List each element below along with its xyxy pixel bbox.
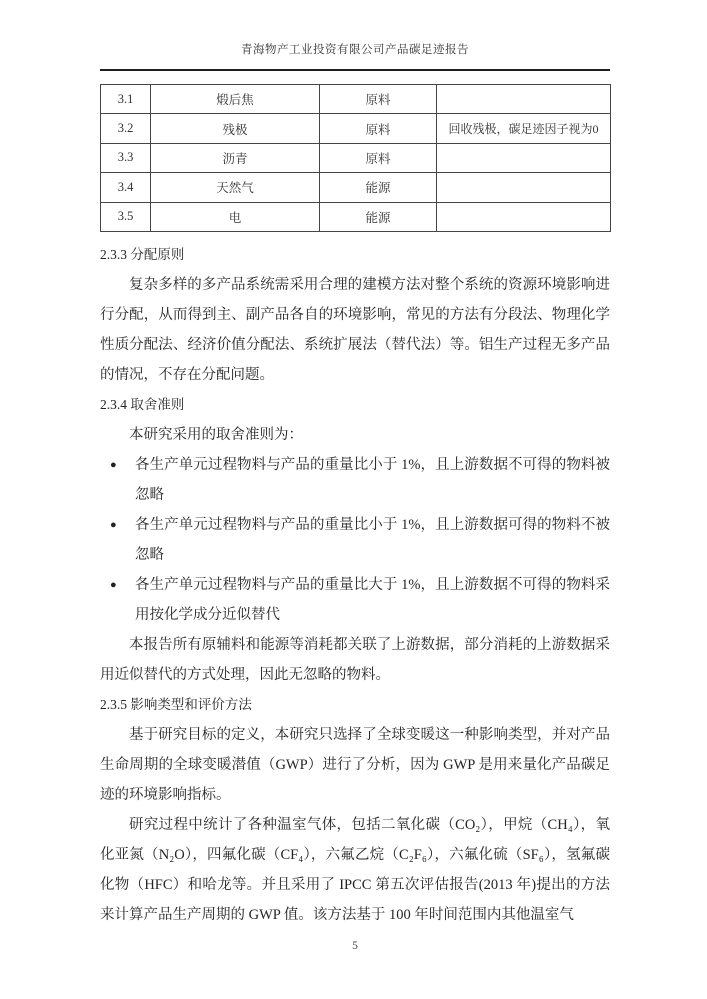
cutoff-bullet-list <box>100 450 610 630</box>
cell-note <box>437 173 611 202</box>
cutoff-intro: 本研究采用的取舍准则为： <box>129 426 303 443</box>
cell-index: 3.2 <box>101 114 151 143</box>
bullet-text: 各生产单元过程物料与产品的重量比小于 1%，且上游数据可得的物料不被忽略 <box>135 516 610 563</box>
cutoff-closing-paragraph: 本报告所有原辅料和能源等消耗都关联了上游数据，部分消耗的上游数据采用近似替代的方式处理，因此无忽略的物料。 <box>100 636 610 683</box>
cell-material: 煅后焦 <box>151 85 320 114</box>
table-row <box>101 114 611 143</box>
cell-index: 3.3 <box>101 143 151 172</box>
cell-note <box>437 202 611 231</box>
table-row <box>101 85 611 114</box>
cell-category: 能源 <box>320 173 437 202</box>
cell-category: 原料 <box>320 143 437 172</box>
section-heading-impact: 2.3.5 影响类型和评价方法 <box>100 696 252 712</box>
cell-index: 3.4 <box>101 173 151 202</box>
materials-table <box>100 84 611 232</box>
impact-paragraph-2: 研究过程中统计了各种温室气体，包括二氧化碳（CO₂），甲烷（CH₄），氧化亚氮（N₂O），四氟化碳（CF₄），六氟乙烷（C₂F₆），六氟化硫（SF₆），氢氟碳化物（HFC）和哈龙等。并且采用了 IPCC 第五次评估报告(2013 年)提出的方法来计算产品生产周期的 GWP 值。该方法基于 100 年时间范围内其他温室气 <box>100 816 610 923</box>
table-row <box>101 202 611 231</box>
table-row <box>101 173 611 202</box>
running-header <box>100 42 610 71</box>
cell-material: 沥青 <box>151 143 320 172</box>
cell-category: 原料 <box>320 114 437 143</box>
bullet-icon: ● <box>110 578 117 591</box>
bullet-icon: ● <box>110 458 117 471</box>
bullet-text: 各生产单元过程物料与产品的重量比小于 1%，且上游数据不可得的物料被忽略 <box>135 456 610 503</box>
impact-paragraph-1: 基于研究目标的定义，本研究只选择了全球变暖这一种影响类型，并对产品生命周期的全球变暖潜值（GWP）进行了分析，因为 GWP 是用来量化产品碳足迹的环境影响指标。 <box>100 726 610 803</box>
cell-material: 电 <box>151 202 320 231</box>
section-heading-cutoff: 2.3.4 取舍准则 <box>100 396 185 412</box>
bullet-text: 各生产单元过程物料与产品的重量比大于 1%，且上游数据不可得的物料采用按化学成分近似替代 <box>135 576 610 623</box>
page-number: 5 <box>352 939 358 952</box>
cell-category: 能源 <box>320 202 437 231</box>
list-item <box>100 570 610 630</box>
cell-material: 天然气 <box>151 173 320 202</box>
cell-index: 3.5 <box>101 202 151 231</box>
cell-category: 原料 <box>320 85 437 114</box>
cell-index: 3.1 <box>101 85 151 114</box>
bullet-icon: ● <box>110 518 117 531</box>
allocation-paragraph: 复杂多样的多产品系统需采用合理的建模方法对整个系统的资源环境影响进行分配，从而得到主、副产品各自的环境影响，常见的方法有分段法、物理化学性质分配法、经济价值分配法、系统扩展法（替代法）等。铝生产过程无多产品的情况，不存在分配问题。 <box>100 276 610 383</box>
list-item <box>100 450 610 510</box>
header-title: 青海物产工业投资有限公司产品碳足迹报告 <box>241 44 469 56</box>
cell-note <box>437 85 611 114</box>
list-item <box>100 510 610 570</box>
cell-note <box>437 143 611 172</box>
cell-material: 残极 <box>151 114 320 143</box>
table-row <box>101 143 611 172</box>
section-heading-allocation: 2.3.3 分配原则 <box>100 246 185 262</box>
cell-note: 回收残极，碳足迹因子视为0 <box>437 114 611 143</box>
